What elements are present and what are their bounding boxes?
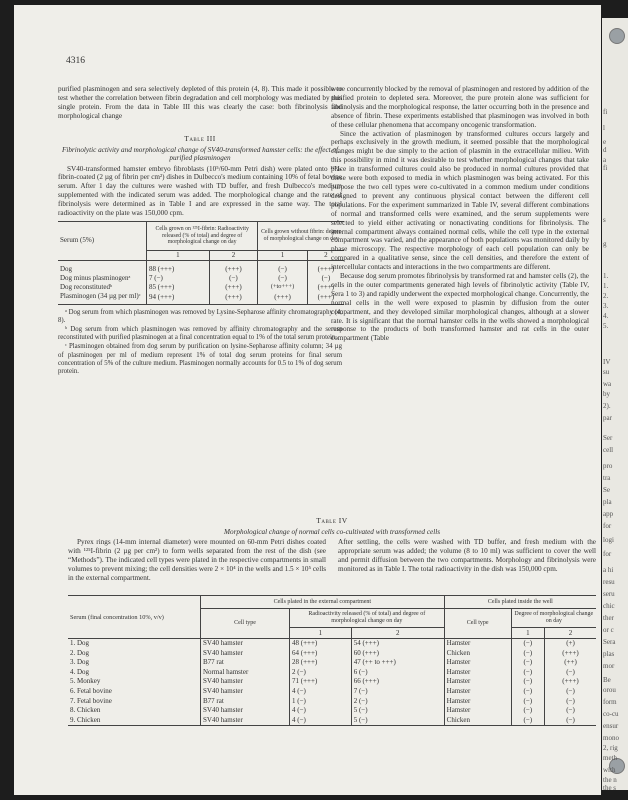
col-header-degree: Degree of morphological change on day xyxy=(511,609,596,628)
table-caption: Morphological change of normal cells co-cultivated with transformed cells xyxy=(224,527,440,536)
table-row xyxy=(58,274,344,283)
day-header: 1 xyxy=(290,628,352,639)
cell: (−) xyxy=(258,274,307,283)
table-row xyxy=(68,697,596,707)
adjacent-page-fragment: Be xyxy=(603,676,611,684)
cell: SV40 hamster xyxy=(201,687,290,697)
adjacent-page-fragment: ensur xyxy=(603,722,619,730)
adjacent-page-fragment: 3. xyxy=(603,302,609,310)
adjacent-page-fragment: Ser xyxy=(603,434,613,442)
adjacent-page-fragment: g xyxy=(603,240,607,248)
table-row xyxy=(68,639,596,649)
cell: 6 (−) xyxy=(351,668,444,678)
binder-hole-icon xyxy=(609,28,625,44)
cell: B77 rat xyxy=(201,697,290,707)
cell: 71 (+++) xyxy=(290,677,352,687)
cell: SV40 hamster xyxy=(201,649,290,659)
cell: (−) xyxy=(511,639,544,649)
cell: Hamster xyxy=(444,677,511,687)
footnote: ᶜ Plasminogen obtained from dog serum by purification on lysine-Sepharose affinity column; 34 µg of plasminogen per ml of medium represent 1% of total dog serum proteins for final serum concentration of 5% of the culture medium. Plasminogen normally accounts for 0.5 to 1% of dog serum protein. xyxy=(58,343,342,375)
cell: 66 (+++) xyxy=(351,677,444,687)
cell: 64 (+++) xyxy=(290,649,352,659)
adjacent-page-fragment: 4. xyxy=(603,312,609,320)
table-row xyxy=(68,658,596,668)
cell: (+++) xyxy=(562,648,579,657)
cell: 88 (+++) xyxy=(147,260,210,273)
cell: Hamster xyxy=(444,697,511,707)
adjacent-page-strip xyxy=(602,18,628,790)
cell-serum: Dog xyxy=(58,260,147,273)
adjacent-page-fragment: l xyxy=(603,124,605,132)
cell-serum: 9. Chicken xyxy=(68,716,201,726)
cell-serum: Dog reconstitutedᵇ xyxy=(58,283,147,292)
cell: 5 (−) xyxy=(351,716,444,726)
adjacent-page-fragment: 2. xyxy=(603,292,609,300)
cell: SV40 hamster xyxy=(201,716,290,726)
adjacent-page-fragment: seru xyxy=(603,590,615,598)
cell: (−) xyxy=(566,667,575,676)
adjacent-page-fragment: plas xyxy=(603,650,615,658)
cell: SV40 hamster xyxy=(201,706,290,716)
adjacent-page-fragment: chic xyxy=(603,602,615,610)
table-footnotes xyxy=(58,309,342,377)
cell: (−) xyxy=(511,658,544,668)
cell: (+++) xyxy=(317,264,335,273)
table-row xyxy=(68,687,596,697)
col-header-serum: Serum (5%) xyxy=(58,221,147,260)
page-number: 4316 xyxy=(66,56,85,66)
adjacent-page-fragment: fi xyxy=(603,164,608,172)
adjacent-page-fragment: orou xyxy=(603,686,616,694)
cell: (+++) xyxy=(317,282,335,291)
col-header-serum: Serum (final concentration 10%, v/v) xyxy=(68,596,201,639)
footnote: ᵃ Dog serum from which plasminogen was removed by Lysine-Sepharose affinity chromatography (4, 8). xyxy=(58,308,342,324)
cell: Normal hamster xyxy=(201,668,290,678)
table-4 xyxy=(68,595,596,726)
table-description: SV40-transformed hamster embryo fibroblasts (10⁵/60-mm Petri dish) were plated onto ¹²⁵I-fibrin-coated (2 µg of fibrin per cm²) dishes in Dulbecco's medium containing 10% of fetal bovine serum. After 1 day the cultures were washed with TD buffer, and fresh Dulbecco's medium supplemented with the indicated serum was added. The morphological change and the rate of fibrinolysis were determined as in Table I and are expressed in the same way. The total radioactivity on the plate was 150,000 cpm. xyxy=(58,164,342,218)
cell: (+++) xyxy=(562,677,579,686)
cell: (−) xyxy=(321,273,331,282)
adjacent-page-fragment: 2). xyxy=(603,402,611,410)
adjacent-page-fragment: app xyxy=(603,510,614,518)
cell: SV40 hamster xyxy=(201,677,290,687)
cell-serum: Dog minus plasminogenᵃ xyxy=(58,274,147,283)
col-header-no-fibrin: Cells grown without fibrin: degree of morphological change on day xyxy=(258,221,344,250)
cell: Hamster xyxy=(444,687,511,697)
cell: (++) xyxy=(564,658,577,667)
paragraph: Because dog serum promotes fibrinolysis by transformed rat and hamster cells (2), the cells in the outer compartments generated high levels of fibrinolytic activity (Table IV, Sera 1 to 3) and rapidly underwent the expected morphological change. Concurrently, the normal cells in the well were exposed to plasmin by diffusion from the outer compartment, and they developed similar morphological changes, although at a slower rate. It is significant that the normal hamster cells in the wells showed a morphological response to the products of both transformed hamster and rat cells in the outer compartment (Table xyxy=(331,272,589,343)
cell: (−) xyxy=(511,668,544,678)
adjacent-page-fragment: for xyxy=(603,550,612,558)
cell: (−) xyxy=(566,686,575,695)
adjacent-page-fragment: 1. xyxy=(603,282,609,290)
adjacent-page-fragment: by xyxy=(603,390,610,398)
adjacent-page-fragment: or c xyxy=(603,626,614,634)
adjacent-page-fragment: a hi xyxy=(603,566,614,574)
col-header-release: Radioactivity released (% of total) and degree of morphological change on day xyxy=(290,609,445,628)
table-row xyxy=(58,292,344,304)
adjacent-page-fragment: logi xyxy=(603,536,614,544)
cell: Chicken xyxy=(444,716,511,726)
day-header: 2 xyxy=(351,628,444,639)
col-header-internal: Cells plated inside the well xyxy=(444,596,596,609)
col-header-celltype: Cell type xyxy=(444,609,511,639)
cell: (−) xyxy=(545,716,597,726)
cell: (−) xyxy=(258,260,307,273)
cell: B77 rat xyxy=(201,658,290,668)
adjacent-page-fragment: 1. xyxy=(603,272,609,280)
table-row xyxy=(58,260,344,273)
cell: Hamster xyxy=(444,658,511,668)
table-row xyxy=(68,668,596,678)
adjacent-page-fragment: the s xyxy=(603,784,617,790)
cell: (−) xyxy=(511,649,544,659)
footnote: ᵇ Dog serum from which plasminogen was removed by affinity chromatography and the serum reconstituted with purified plasminogen at a final concentration equal to 1% of the total serum protein. xyxy=(58,325,342,342)
cell: 2 (−) xyxy=(290,668,352,678)
adjacent-page-fragment: for xyxy=(603,522,612,530)
table-row xyxy=(68,716,596,726)
cell-serum: 3. Dog xyxy=(68,658,201,668)
table-row xyxy=(58,283,344,292)
cell: (−) xyxy=(511,687,544,697)
adjacent-page-fragment: Sera xyxy=(603,638,616,646)
adjacent-page-fragment: fi xyxy=(603,108,608,116)
adjacent-page-fragment: form xyxy=(603,698,617,706)
col-header-celltype: Cell type xyxy=(201,609,290,639)
cell: Chicken xyxy=(444,649,511,659)
day-header: 2 xyxy=(307,250,344,260)
table-row xyxy=(68,649,596,659)
adjacent-page-fragment: IV xyxy=(603,358,611,366)
table-title: Table III xyxy=(184,133,216,143)
adjacent-page-fragment: the n xyxy=(603,776,617,784)
table-title: Table IV xyxy=(316,516,348,525)
adjacent-page-fragment: par xyxy=(603,414,612,422)
cell: 48 (+++) xyxy=(290,639,352,649)
adjacent-page-fragment: mono xyxy=(603,734,619,742)
cell: Hamster xyxy=(444,668,511,678)
cell: (+++) xyxy=(258,292,307,304)
cell: (−) xyxy=(511,677,544,687)
day-header: 1 xyxy=(511,628,544,639)
cell-serum: 4. Dog xyxy=(68,668,201,678)
cell: 7 (−) xyxy=(147,274,210,283)
cell: 60 (+++) xyxy=(351,649,444,659)
cell: (−) xyxy=(511,697,544,707)
table-4-header xyxy=(68,513,596,583)
adjacent-page-fragment: pla xyxy=(603,498,612,506)
cell-serum: 7. Fetal bovine xyxy=(68,697,201,707)
adjacent-page-fragment: e xyxy=(603,138,607,146)
paragraph: purified plasminogen and sera selectively depleted of this protein (4, 8). This made it possible to test whether the correlation between fibrin degradation and cell morphology was mediated by this single protein. From the data in Table III this was clearly the case: both fibrinolysis and morphological change xyxy=(58,85,342,120)
adjacent-page-fragment: d xyxy=(603,146,607,154)
table-row xyxy=(68,677,596,687)
table-description: Pyrex rings (14-mm internal diameter) were mounted on 60-mm Petri dishes coated with ¹²⁵I-fibrin (2 µg per cm²) to form wells separated from the rest of the dish (see “Methods”). The indicated cell types were plated in the respective compartments in small volumes to prevent mixing; the cell densities were 2 × 10⁴ in the wells and 1.5 × 10⁵ cells in the external compartment. xyxy=(68,538,326,583)
cell: SV40 hamster xyxy=(201,639,290,649)
cell: 2 (−) xyxy=(351,697,444,707)
cell: 94 (+++) xyxy=(147,292,210,304)
cell-serum: 8. Chicken xyxy=(68,706,201,716)
cell: 4 (−) xyxy=(290,706,352,716)
cell: (+++) xyxy=(209,292,258,304)
cell: (+to+++) xyxy=(258,283,307,292)
cell-serum: 5. Monkey xyxy=(68,677,201,687)
adjacent-page-fragment: meth xyxy=(603,754,617,762)
adjacent-page-fragment: wa xyxy=(603,380,612,388)
cell: (−) xyxy=(566,696,575,705)
cell: 47 (++ to +++) xyxy=(351,658,444,668)
cell: (−) xyxy=(511,706,544,716)
adjacent-page-fragment: cell xyxy=(603,446,614,454)
cell: 1 (−) xyxy=(290,697,352,707)
adjacent-page-fragment: with xyxy=(603,766,616,774)
cell: 5 (−) xyxy=(351,706,444,716)
cell-serum: 1. Dog xyxy=(68,639,201,649)
adjacent-page-fragment: tra xyxy=(603,474,611,482)
cell: 4 (−) xyxy=(290,716,352,726)
cell: (+++) xyxy=(225,282,242,291)
adjacent-page-fragment: s xyxy=(603,216,606,224)
journal-page xyxy=(14,5,601,795)
cell-serum: 2. Dog xyxy=(68,649,201,659)
cell: (−) xyxy=(566,706,575,715)
day-header: 1 xyxy=(147,250,210,260)
adjacent-page-fragment: resu xyxy=(603,578,615,586)
table-row xyxy=(68,706,596,716)
adjacent-page-fragment: mor xyxy=(603,662,615,670)
adjacent-page-fragment: Se xyxy=(603,486,610,494)
adjacent-page-fragment: a xyxy=(603,156,607,164)
col-header-external: Cells plated in the external compartment xyxy=(201,596,445,609)
cell-serum: 6. Fetal bovine xyxy=(68,687,201,697)
cell: 7 (−) xyxy=(351,687,444,697)
adjacent-page-fragment: pro xyxy=(603,462,613,470)
cell-serum: Plasminogen (34 µg per ml)ᶜ xyxy=(58,292,147,304)
paragraph: were concurrently blocked by the removal of plasminogen and restored by addition of the purified protein to depleted sera. Moreover, the pure protein alone was sufficient for fibrinolysis and the morphological response, the latter occurring both in the presence and absence of fibrin. These experiments established that plasminogen was involved in both of these cellular phenomena that accompany oncogenic transformation. xyxy=(331,85,589,129)
table-caption: Fibrinolytic activity and morphological change of SV40-transformed hamster cells: the effect of purified plasminogen xyxy=(61,145,339,163)
cell: (+++) xyxy=(307,292,344,304)
adjacent-page-fragment: 2, rig xyxy=(603,744,618,752)
cell: (−) xyxy=(511,716,544,726)
cell: 28 (+++) xyxy=(290,658,352,668)
cell: 54 (+++) xyxy=(351,639,444,649)
table-description: After settling, the cells were washed with TD buffer, and fresh medium with the appropriate serum was added; the volume (8 to 10 ml) was sufficient to cover the well and permit diffusion between the two compartments. Morphology and fibrinolysis were monitored as in Table I. The total radioactivity in the dish was 150,000 cpm. xyxy=(338,538,596,574)
adjacent-page-fragment: 5. xyxy=(603,322,609,330)
col-header-fibrin: Cells grown on ¹²⁵I-fibrin: Radioactivity released (% of total) and degree of morphological change on day xyxy=(147,221,258,250)
table-3 xyxy=(58,221,344,305)
adjacent-page-fragment: co-cu xyxy=(603,710,619,718)
cell: (+++) xyxy=(225,264,242,273)
day-header: 2 xyxy=(209,250,258,260)
cell: (+) xyxy=(566,639,575,647)
paragraph: Since the activation of plasminogen by transformed cultures occurs largely and perhaps exclusively in the growth medium, it seemed possible that the morphological changes might be due simply to the action of plasmin in the extracellular milieu. With this possibility in mind it was desirable to test whether morphological changes that take place in transformed cultures could also be produced in normal cultures provided that these were both exposed to media in which plasminogen was being activated. For this purpose the two cell types were co-cultivated in a common medium under conditions designed to prevent any continuous physical contact between the different cell populations. For the experiment summarized in Table IV, several different combinations of normal and transformed cells were examined, and the serum supplements were selected to yield either activating or nonactivating conditions for fibrinolysis. The internal compartment always contained normal cells, while the cell type in the external compartment was varied, and the appearance of both populations was monitored daily by phase microscopy. The respective morphology of each cell population can only be compared in a qualitative sense, since the cell densities, and therefore the extent of intercellular contacts and interactions in the two compartments are different. xyxy=(331,129,589,272)
right-column xyxy=(331,85,589,343)
cell: 85 (+++) xyxy=(147,283,210,292)
adjacent-page-fragment: ther xyxy=(603,614,614,622)
day-header: 1 xyxy=(258,250,307,260)
day-header: 2 xyxy=(545,628,597,639)
cell: (−) xyxy=(229,273,238,282)
adjacent-page-fragment: su xyxy=(603,368,610,376)
cell: Hamster xyxy=(444,639,511,649)
cell: Hamster xyxy=(444,706,511,716)
left-column xyxy=(58,85,342,377)
cell: 4 (−) xyxy=(290,687,352,697)
